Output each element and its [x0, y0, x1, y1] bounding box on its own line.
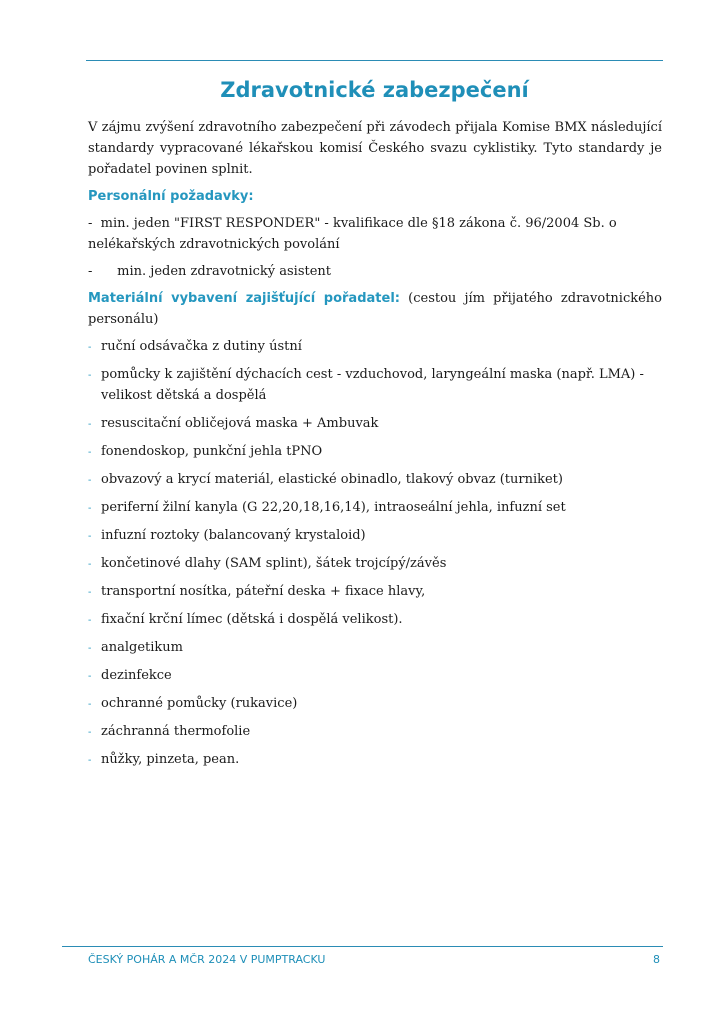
list-item [88, 553, 662, 574]
document-body [88, 117, 662, 777]
list-item-text: ochranné pomůcky (rukavice) [101, 696, 298, 711]
list-item [88, 749, 662, 770]
list-item-text: dezinfekce [101, 668, 172, 683]
bullet-dash: - [88, 475, 92, 486]
list-item-text: fonendoskop, punkční jehla tPNO [101, 444, 323, 459]
material-paragraph [88, 288, 662, 330]
list-item-text: obvazový a krycí materiál, elastické obinadlo, tlakový obvaz (turniket) [101, 472, 563, 487]
footer-rule [62, 946, 663, 947]
list-item [88, 721, 662, 742]
list-item-text: periferní žilní kanyla (G 22,20,18,16,14), intraoseální jehla, infuzní set [101, 500, 566, 515]
list-item [88, 336, 662, 357]
footer-title: ČESKÝ POHÁR A MČR 2024 V PUMPTRACKU [88, 953, 326, 966]
bullet-dash: - [88, 587, 92, 598]
list-item-text: nůžky, pinzeta, pean. [101, 752, 240, 767]
personnel-heading: Personální požadavky: [88, 189, 254, 204]
material-heading: Materiální vybavení zajišťující pořadatel: [88, 291, 400, 306]
list-item-text: infuzní roztoky (balancovaný krystaloid) [101, 528, 366, 543]
bullet-dash: - [88, 531, 92, 542]
bullet-dash: - [88, 727, 92, 738]
bullet-dash: - [88, 419, 92, 430]
bullet-dash: - [88, 559, 92, 570]
material-heading-suffix: (cestou jím přijatého zdravotnického personálu) [88, 291, 663, 327]
personnel-requirement: - min. jeden zdravotnický asistent [88, 264, 332, 279]
equipment-list [88, 336, 662, 770]
list-item [88, 609, 662, 630]
list-item [88, 364, 662, 406]
page-number: 8 [653, 953, 660, 966]
list-item-text: záchranná thermofolie [101, 724, 251, 739]
list-item [88, 693, 662, 714]
bullet-dash: - [88, 503, 92, 514]
list-item-text: ruční odsávačka z dutiny ústní [101, 339, 302, 354]
list-item [88, 413, 662, 434]
list-item [88, 637, 662, 658]
list-item [88, 525, 662, 546]
list-item-text: resuscitační obličejová maska + Ambuvak [101, 416, 379, 431]
list-item [88, 665, 662, 686]
bullet-dash: - [88, 447, 92, 458]
bullet-dash: - [88, 342, 92, 353]
bullet-dash: - [88, 615, 92, 626]
list-item [88, 581, 662, 602]
intro-paragraph: V zájmu zvýšení zdravotního zabezpečení při závodech přijala Komise BMX následující standardy vypracované lékařskou komisí Českého svazu cyklistiky. Tyto standardy je pořadatel povinen splnit. [88, 120, 662, 177]
list-item-text: končetinové dlahy (SAM splint), šátek trojcípý/závěs [101, 556, 447, 571]
header-rule [86, 60, 663, 61]
list-item [88, 441, 662, 462]
list-item-text: fixační krční límec (dětská i dospělá velikost). [101, 612, 403, 627]
bullet-dash: - [88, 370, 92, 381]
bullet-dash: - [88, 755, 92, 766]
bullet-dash: - [88, 671, 92, 682]
page-title: Zdravotnické zabezpečení [220, 78, 529, 102]
bullet-dash: - [88, 699, 92, 710]
list-item-text: pomůcky k zajištění dýchacích cest - vzduchovod, laryngeální maska (např. LMA) - velikost dětská a dospělá [101, 367, 644, 403]
bullet-dash: - [88, 643, 92, 654]
list-item-text: transportní nosítka, páteřní deska + fixace hlavy, [101, 584, 426, 599]
list-item [88, 469, 662, 490]
list-item-text: analgetikum [101, 640, 184, 655]
list-item [88, 497, 662, 518]
personnel-requirement: - min. jeden "FIRST RESPONDER" - kvalifikace dle §18 zákona č. 96/2004 Sb. o nelékařských zdravotnických povolání [88, 216, 621, 252]
